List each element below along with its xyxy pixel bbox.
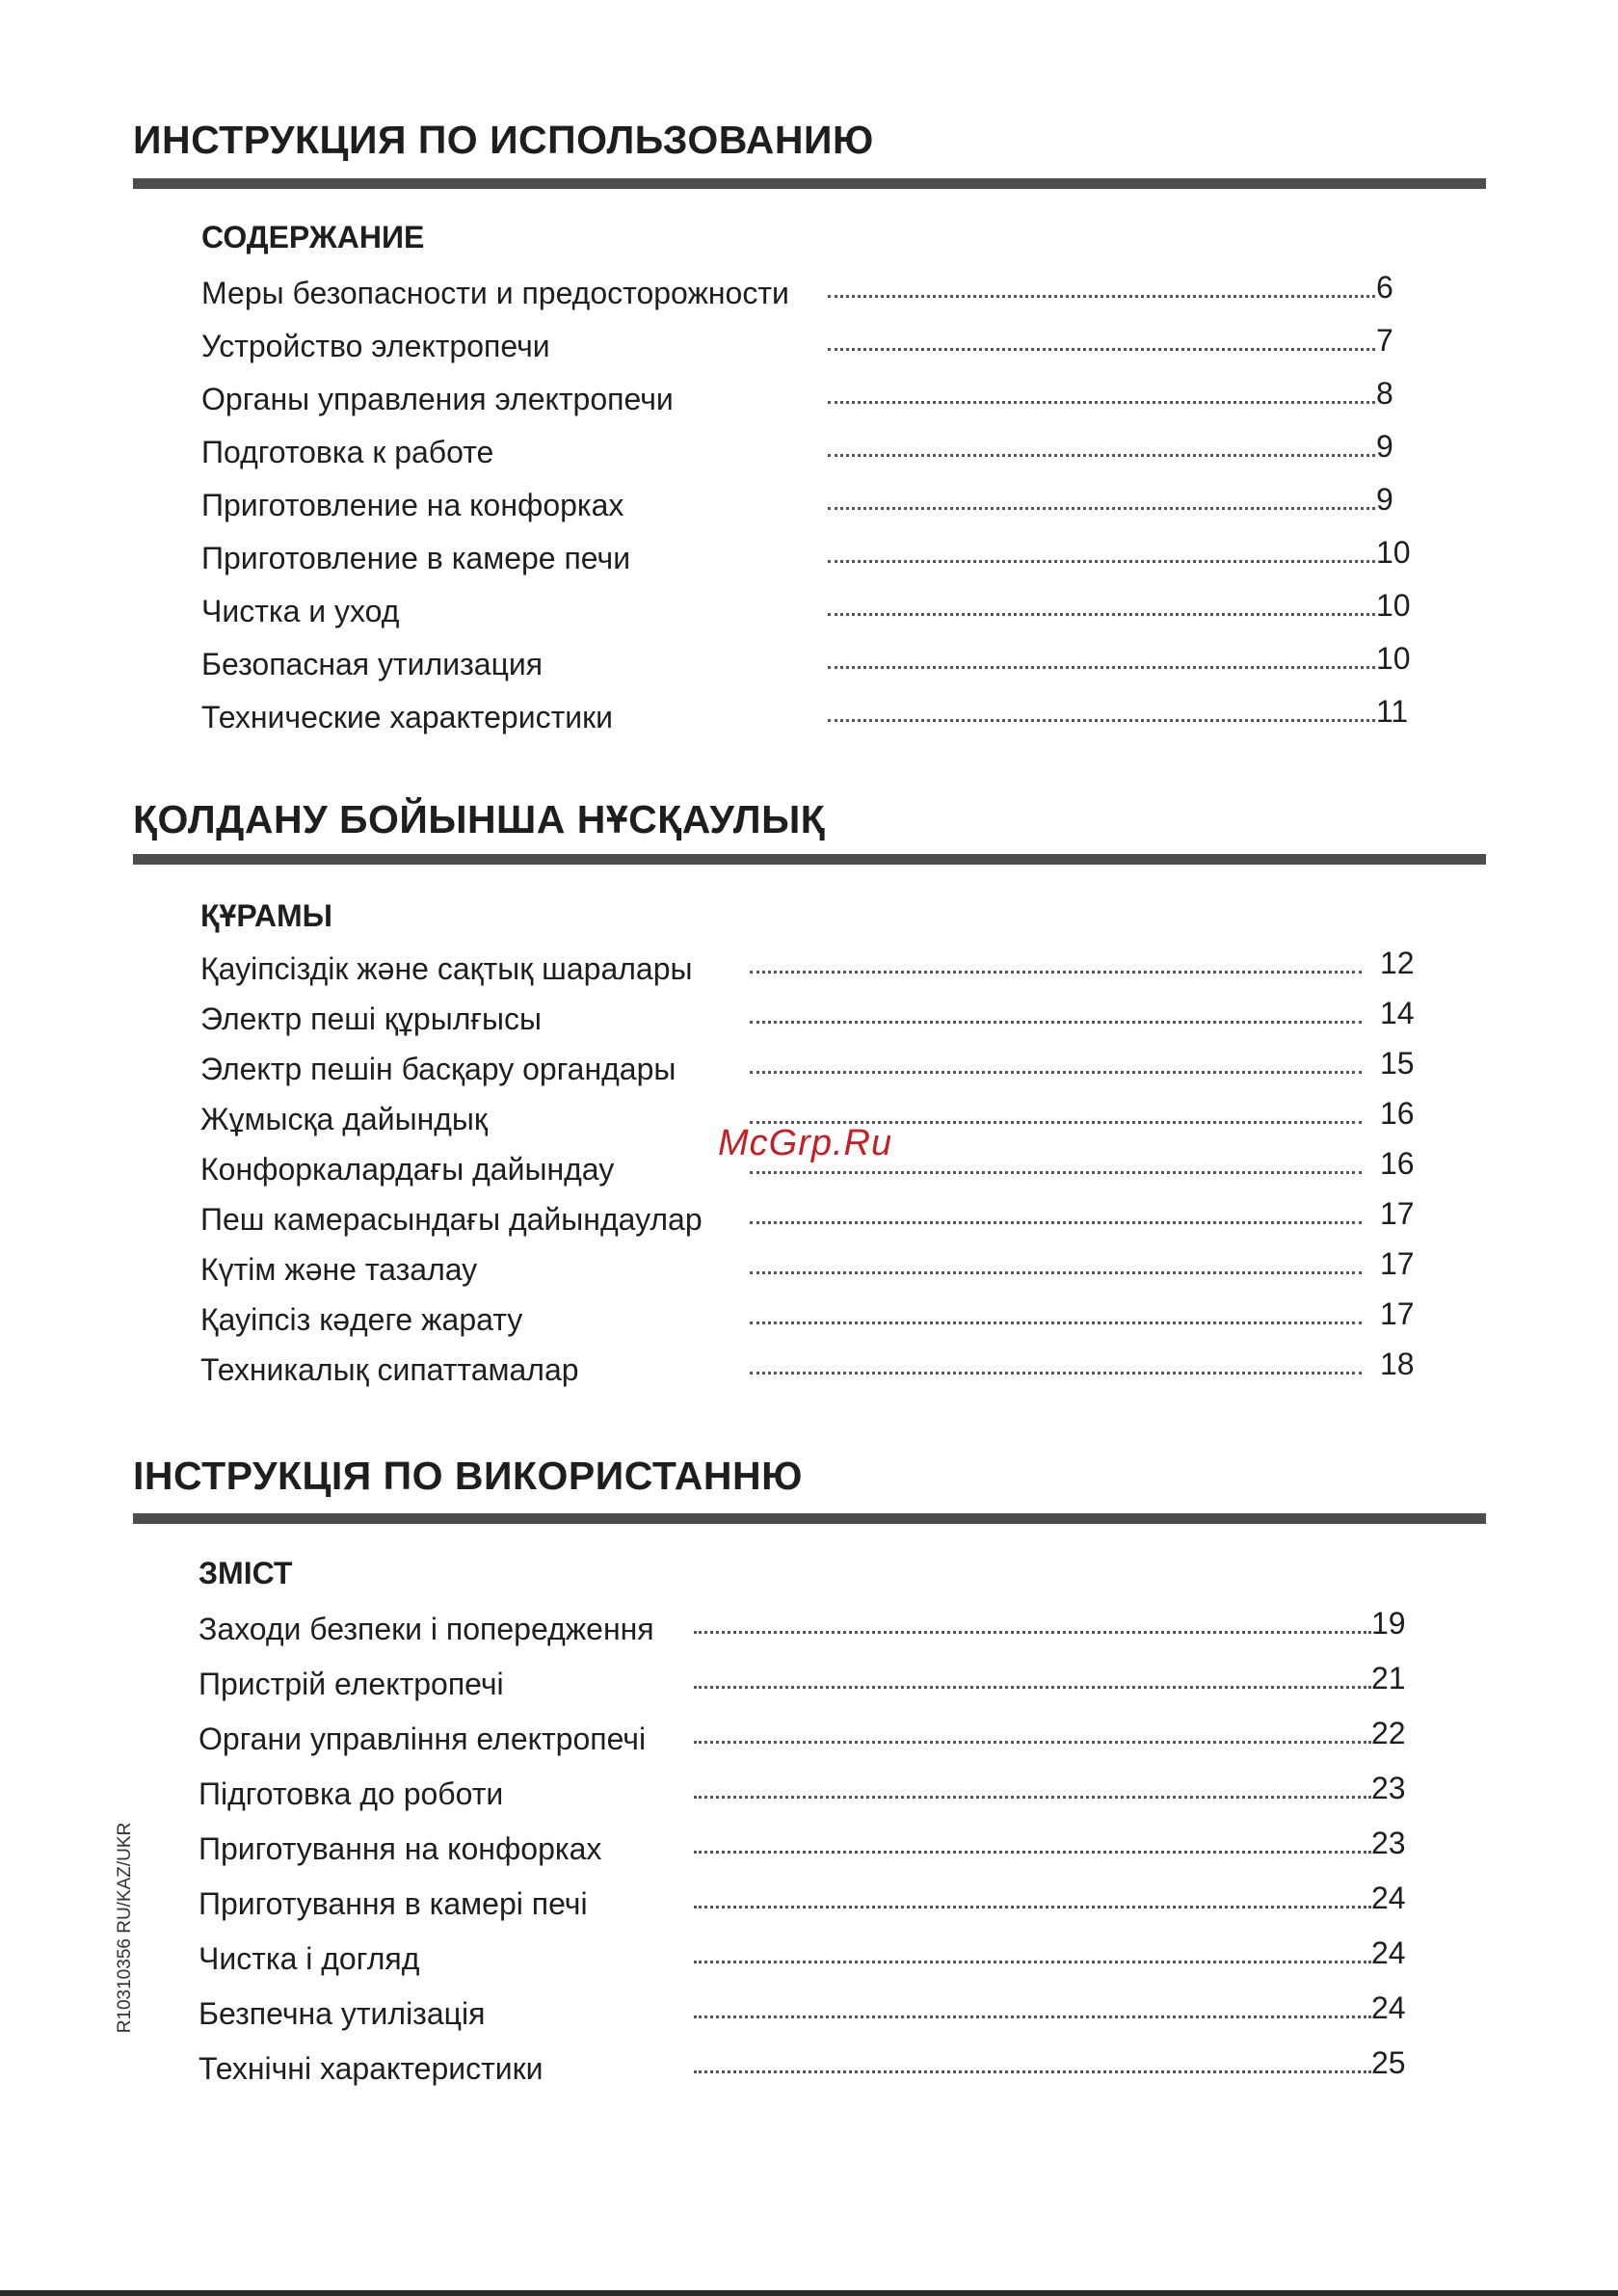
toc-entry-label: Приготовление на конфорках (201, 488, 624, 522)
toc-leader-dots (750, 1171, 1362, 1174)
toc-entry-label: Технічні характеристики (199, 2051, 544, 2086)
toc-entry-page: 24 (1371, 1881, 1406, 1915)
toc-entry-page: 16 (1380, 1096, 1415, 1131)
toc-entry-page: 10 (1376, 588, 1411, 623)
toc-entry-label: Қауіпсіздік және сақтық шаралары (200, 951, 693, 986)
toc-entry-page: 9 (1376, 429, 1393, 464)
toc-leader-dots (828, 295, 1375, 298)
toc-leader-dots (828, 507, 1375, 510)
toc-leader-dots (828, 401, 1375, 404)
toc-entry-page: 8 (1376, 376, 1393, 411)
toc-entry-page: 14 (1380, 996, 1415, 1030)
toc-entry-page: 24 (1371, 1990, 1406, 2025)
toc-entry-page: 22 (1371, 1716, 1406, 1750)
toc-entry-label: Конфоркалардағы дайындау (200, 1152, 615, 1187)
toc-entry-page: 17 (1380, 1246, 1415, 1281)
toc-entry-label: Күтім және тазалау (200, 1252, 478, 1287)
toc-leader-dots (694, 1906, 1371, 1909)
toc-entry-label: Техникалық сипаттамалар (200, 1352, 579, 1387)
toc-entry-label: Жұмысқа дайындық (200, 1102, 488, 1136)
toc-leader-dots (750, 971, 1362, 974)
toc-leader-dots (750, 1372, 1362, 1375)
document-code: R10310356 RU/KAZ/UKR (115, 1822, 135, 2034)
toc-entry-label: Органы управления электропечи (201, 382, 674, 416)
toc-entry-label: Устройство электропечи (201, 329, 550, 363)
toc-entry-label: Пеш камерасындағы дайындаулар (200, 1202, 703, 1237)
toc-leader-dots (750, 1322, 1362, 1324)
toc-entry-page: 9 (1376, 482, 1393, 517)
bottom-edge-bar (0, 2290, 1618, 2296)
toc-entry-page: 23 (1371, 1826, 1406, 1860)
toc-entry-page: 10 (1376, 641, 1411, 676)
toc-leader-dots (828, 348, 1375, 351)
toc-entry-label: Приготування в камері печі (199, 1886, 588, 1921)
toc-leader-dots (694, 1741, 1371, 1744)
toc-heading-kz: ҚҰРАМЫ (200, 898, 332, 933)
toc-leader-dots (828, 719, 1375, 722)
toc-leader-dots (750, 1221, 1362, 1224)
toc-entry-label: Приготовление в камере печи (201, 541, 631, 575)
toc-entry-page: 16 (1380, 1146, 1415, 1181)
section-title-ru: ИНСТРУКЦИЯ ПО ИСПОЛЬЗОВАНИЮ (133, 118, 874, 162)
toc-entry-page: 25 (1371, 2045, 1406, 2080)
toc-entry-page: 12 (1380, 946, 1415, 980)
toc-entry-page: 18 (1380, 1347, 1415, 1381)
section-divider-ru (133, 178, 1486, 189)
toc-leader-dots (694, 1686, 1371, 1689)
toc-leader-dots (694, 1961, 1371, 1963)
toc-leader-dots (750, 1271, 1362, 1274)
toc-leader-dots (828, 666, 1375, 669)
toc-leader-dots (694, 1796, 1371, 1799)
toc-heading-ua: ЗМІСТ (199, 1556, 293, 1590)
toc-entry-label: Пристрій електропечі (199, 1667, 504, 1701)
toc-entry-page: 23 (1371, 1771, 1406, 1805)
toc-leader-dots (694, 2016, 1371, 2018)
toc-entry-label: Чистка і догляд (199, 1941, 420, 1976)
section-divider-ua (133, 1513, 1486, 1524)
toc-entry-label: Технические характеристики (201, 700, 613, 734)
toc-leader-dots (828, 560, 1375, 563)
toc-entry-label: Подготовка к работе (201, 435, 494, 469)
toc-entry-label: Қауіпсіз кәдеге жарату (200, 1302, 523, 1337)
toc-entry-label: Безпечна утилізація (199, 1996, 486, 2031)
toc-heading-ru: СОДЕРЖАНИЕ (201, 220, 425, 254)
toc-entry-page: 7 (1376, 323, 1393, 358)
section-title-kz: ҚОЛДАНУ БОЙЫНША НҰСҚАУЛЫҚ (133, 797, 826, 841)
toc-entry-page: 11 (1376, 694, 1409, 729)
toc-entry-page: 15 (1380, 1046, 1415, 1081)
toc-entry-label: Органи управління електропечі (199, 1722, 647, 1756)
toc-entry-page: 17 (1380, 1296, 1415, 1331)
toc-entry-page: 21 (1371, 1661, 1406, 1695)
toc-entry-label: Приготування на конфорках (199, 1831, 602, 1866)
section-divider-kz (133, 854, 1486, 865)
toc-leader-dots (828, 454, 1375, 457)
toc-leader-dots (750, 1071, 1362, 1074)
toc-entry-label: Меры безопасности и предосторожности (201, 276, 789, 310)
toc-entry-label: Підготовка до роботи (199, 1776, 504, 1811)
toc-entry-page: 24 (1371, 1936, 1406, 1970)
toc-leader-dots (750, 1021, 1362, 1024)
toc-entry-page: 19 (1371, 1606, 1406, 1641)
toc-leader-dots (828, 613, 1375, 616)
watermark: McGrp.Ru (718, 1123, 893, 1163)
toc-leader-dots (694, 1851, 1371, 1854)
toc-entry-label: Чистка и уход (201, 594, 400, 628)
toc-entry-label: Электр пешін басқару органдары (200, 1052, 676, 1086)
section-title-ua: ІНСТРУКЦІЯ ПО ВИКОРИСТАННЮ (133, 1454, 803, 1498)
toc-entry-label: Безопасная утилизация (201, 647, 544, 681)
toc-entry-label: Электр пеші құрылғысы (200, 1001, 543, 1036)
toc-entry-page: 6 (1376, 270, 1393, 305)
toc-entry-page: 17 (1380, 1196, 1415, 1231)
toc-entry-page: 10 (1376, 535, 1411, 570)
toc-leader-dots (694, 1631, 1371, 1634)
toc-leader-dots (694, 2070, 1371, 2073)
toc-entry-label: Заходи безпеки і попередження (199, 1612, 654, 1646)
